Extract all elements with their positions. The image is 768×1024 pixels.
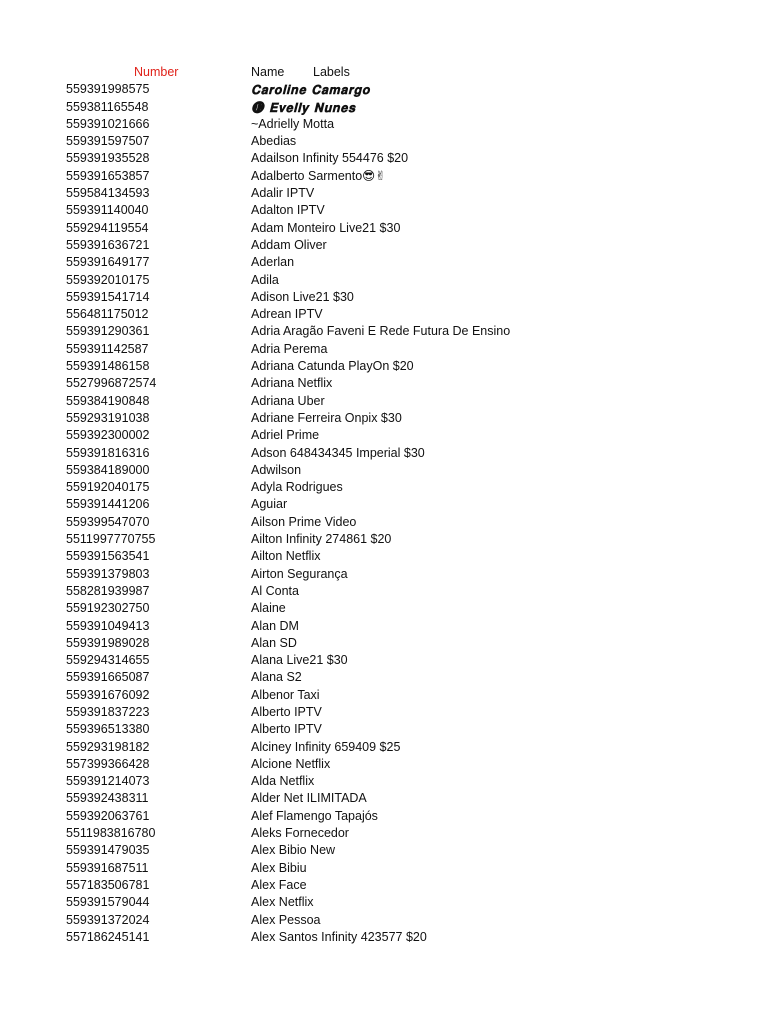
table-row — [0, 289, 768, 306]
contact-name-cell: Albenor Taxi — [251, 687, 320, 702]
phone-number-cell: 559391649177 — [66, 255, 150, 270]
phone-number-cell: 556481175012 — [66, 307, 149, 322]
table-row — [0, 894, 768, 911]
table-row — [0, 548, 768, 565]
phone-number-cell: 559392438311 — [66, 791, 149, 806]
contact-name-cell: Alex Bibiu — [251, 860, 307, 875]
phone-number-cell: 559391653857 — [66, 168, 150, 183]
contact-name-cell: Adam Monteiro Live21 $30 — [251, 220, 401, 235]
phone-number-cell: 559391998575 — [66, 82, 150, 97]
table-row — [0, 116, 768, 133]
contact-name-cell: Ailson Prime Video — [251, 514, 357, 529]
contact-name-cell: Adila — [251, 272, 279, 287]
contact-name-cell: Alan DM — [251, 618, 299, 633]
table-row — [0, 185, 768, 202]
phone-number-cell: 559294119554 — [66, 220, 149, 235]
table-row — [0, 220, 768, 237]
contact-name-cell: Adria Aragão Faveni E Rede Futura De Ensino — [251, 324, 511, 339]
contact-name-cell: Adyla Rodrigues — [251, 480, 343, 495]
phone-number-cell: 559192302750 — [66, 601, 150, 616]
contact-name-cell: Adrean IPTV — [251, 307, 323, 322]
phone-number-cell: 5527996872574 — [66, 376, 157, 391]
name-column-header: Name — [251, 65, 285, 79]
header-row — [0, 64, 768, 81]
table-row — [0, 254, 768, 271]
contact-name-cell: 𝐂𝐚𝐫𝐨𝐥𝐢𝐧𝐞 𝐂𝐚𝐦𝐚𝐫𝐠𝐨 — [251, 82, 371, 98]
table-row — [0, 600, 768, 617]
table-row — [0, 652, 768, 669]
phone-number-cell: 5511997770755 — [66, 532, 156, 547]
phone-number-cell: 559392010175 — [66, 272, 150, 287]
phone-number-cell: 559391579044 — [66, 895, 150, 910]
contact-name-cell: Adalton IPTV — [251, 203, 325, 218]
table-row — [0, 790, 768, 807]
table-row — [0, 306, 768, 323]
table-row — [0, 393, 768, 410]
contact-name-cell: Ailton Infinity 274861 $20 — [251, 532, 392, 547]
contact-name-cell: Ailton Netflix — [251, 549, 321, 564]
table-row — [0, 721, 768, 738]
table-row — [0, 462, 768, 479]
table-row — [0, 583, 768, 600]
contact-name-cell: Alberto IPTV — [251, 722, 322, 737]
contact-name-cell: Adison Live21 $30 — [251, 289, 354, 304]
contact-name-cell: Abedias — [251, 134, 297, 149]
contact-name-cell: Adailson Infinity 554476 $20 — [251, 151, 409, 166]
contact-name-cell: Adriana Uber — [251, 393, 325, 408]
table-row — [0, 929, 768, 946]
phone-number-cell: 559399547070 — [66, 514, 150, 529]
phone-number-cell: 559391441206 — [66, 497, 150, 512]
table-row — [0, 687, 768, 704]
table-row — [0, 375, 768, 392]
table-row — [0, 133, 768, 150]
contact-name-cell: Alana S2 — [251, 670, 302, 685]
table-row — [0, 168, 768, 185]
table-row — [0, 202, 768, 219]
phone-number-cell: 557183506781 — [66, 877, 150, 892]
phone-number-cell: 559391142587 — [66, 341, 149, 356]
phone-number-cell: 559391049413 — [66, 618, 150, 633]
phone-number-cell: 559192040175 — [66, 480, 150, 495]
phone-number-cell: 559391214073 — [66, 774, 150, 789]
phone-number-cell: 559384190848 — [66, 393, 150, 408]
phone-number-cell: 559391372024 — [66, 912, 150, 927]
contact-name-cell: Alan SD — [251, 635, 297, 650]
phone-number-cell: 559584134593 — [66, 186, 150, 201]
contact-name-cell: Alex Face — [251, 877, 307, 892]
phone-number-cell: 559392300002 — [66, 428, 150, 443]
contact-name-cell: Alana Live21 $30 — [251, 653, 348, 668]
contact-name-cell: Alex Netflix — [251, 895, 314, 910]
number-column-header: Number — [134, 65, 179, 79]
phone-number-cell: 559294314655 — [66, 653, 150, 668]
table-row — [0, 825, 768, 842]
phone-number-cell: 559391290361 — [66, 324, 150, 339]
phone-number-cell: 559391563541 — [66, 549, 150, 564]
phone-number-cell: 559396513380 — [66, 722, 150, 737]
table-row — [0, 150, 768, 167]
table-row — [0, 410, 768, 427]
contact-name-cell: Adriana Catunda PlayOn $20 — [251, 359, 414, 374]
contact-name-cell: Alcione Netflix — [251, 756, 331, 771]
phone-number-cell: 559391636721 — [66, 237, 150, 252]
contact-name-cell: Adriana Netflix — [251, 376, 333, 391]
contact-name-cell: Adalir IPTV — [251, 186, 315, 201]
phone-number-cell: 559381165548 — [66, 99, 149, 114]
table-row — [0, 514, 768, 531]
phone-number-cell: 559391665087 — [66, 670, 150, 685]
contact-name-cell: Airton Segurança — [251, 566, 348, 581]
phone-number-cell: 559391140040 — [66, 203, 149, 218]
table-row — [0, 773, 768, 790]
table-row — [0, 323, 768, 340]
phone-number-cell: 557186245141 — [66, 929, 150, 944]
table-row — [0, 531, 768, 548]
table-row — [0, 99, 768, 116]
phone-number-cell: 559391687511 — [66, 860, 149, 875]
phone-number-cell: 559391989028 — [66, 635, 150, 650]
phone-number-cell: 559391021666 — [66, 116, 150, 131]
table-row — [0, 358, 768, 375]
phone-number-cell: 559392063761 — [66, 808, 150, 823]
phone-number-cell: 559391676092 — [66, 687, 150, 702]
phone-number-cell: 559391541714 — [66, 289, 150, 304]
contact-name-cell: Alder Net ILIMITADA — [251, 791, 367, 806]
phone-number-cell: 559391935528 — [66, 151, 150, 166]
contact-name-cell: Aleks Fornecedor — [251, 826, 349, 841]
table-row — [0, 496, 768, 513]
phone-number-cell: 559384189000 — [66, 462, 150, 477]
table-row — [0, 808, 768, 825]
contact-name-cell: Alex Santos Infinity 423577 $20 — [251, 929, 427, 944]
table-row — [0, 704, 768, 721]
contact-name-cell: Adria Perema — [251, 341, 328, 356]
table-row — [0, 566, 768, 583]
contact-name-cell: Al Conta — [251, 583, 299, 598]
table-row — [0, 756, 768, 773]
table-row — [0, 860, 768, 877]
contact-name-cell: Adriane Ferreira Onpix $30 — [251, 410, 402, 425]
contact-name-cell: 🅔 𝐄𝐯𝐞𝐥𝐥𝐲 𝐍𝐮𝐧𝐞𝐬 — [251, 99, 356, 115]
contact-name-cell: Aguiar — [251, 497, 288, 512]
phone-number-cell: 559391597507 — [66, 134, 150, 149]
phone-number-cell: 559391486158 — [66, 359, 150, 374]
phone-number-cell: 559293191038 — [66, 410, 150, 425]
phone-number-cell: 559391837223 — [66, 704, 150, 719]
contact-name-cell: Adriel Prime — [251, 428, 320, 443]
table-row — [0, 635, 768, 652]
phone-number-cell: 559293198182 — [66, 739, 150, 754]
table-row — [0, 81, 768, 98]
table-row — [0, 842, 768, 859]
contact-name-cell: Alberto IPTV — [251, 704, 322, 719]
labels-column-header: Labels — [313, 65, 350, 79]
table-row — [0, 272, 768, 289]
contact-name-cell: ~Adrielly Motta — [251, 116, 335, 131]
table-row — [0, 237, 768, 254]
contact-name-cell: Alciney Infinity 659409 $25 — [251, 739, 401, 754]
phone-number-cell: 558281939987 — [66, 583, 150, 598]
phone-number-cell: 559391379803 — [66, 566, 150, 581]
table-row — [0, 427, 768, 444]
table-row — [0, 912, 768, 929]
contact-name-cell: Alex Bibio New — [251, 843, 336, 858]
table-row — [0, 445, 768, 462]
phone-number-cell: 559391479035 — [66, 843, 150, 858]
table-row — [0, 739, 768, 756]
contact-name-cell: Alaine — [251, 601, 286, 616]
contact-name-cell: Aderlan — [251, 255, 295, 270]
contact-name-cell: Adson 648434345 Imperial $30 — [251, 445, 425, 460]
table-row — [0, 479, 768, 496]
contact-name-cell: Alex Pessoa — [251, 912, 321, 927]
contact-name-cell: Alda Netflix — [251, 774, 315, 789]
phone-number-cell: 557399366428 — [66, 756, 150, 771]
contact-name-cell: Alef Flamengo Tapajós — [251, 808, 378, 823]
phone-number-cell: 559391816316 — [66, 445, 150, 460]
table-row — [0, 669, 768, 686]
contact-name-cell: Addam Oliver — [251, 237, 327, 252]
contact-rows — [0, 81, 768, 946]
contact-name-cell: Adwilson — [251, 462, 302, 477]
table-row — [0, 877, 768, 894]
table-row — [0, 341, 768, 358]
contact-name-cell: Adalberto Sarmento😎✌ — [251, 168, 386, 183]
phone-number-cell: 5511983816780 — [66, 826, 156, 841]
table-row — [0, 618, 768, 635]
contact-sheet — [0, 64, 768, 946]
